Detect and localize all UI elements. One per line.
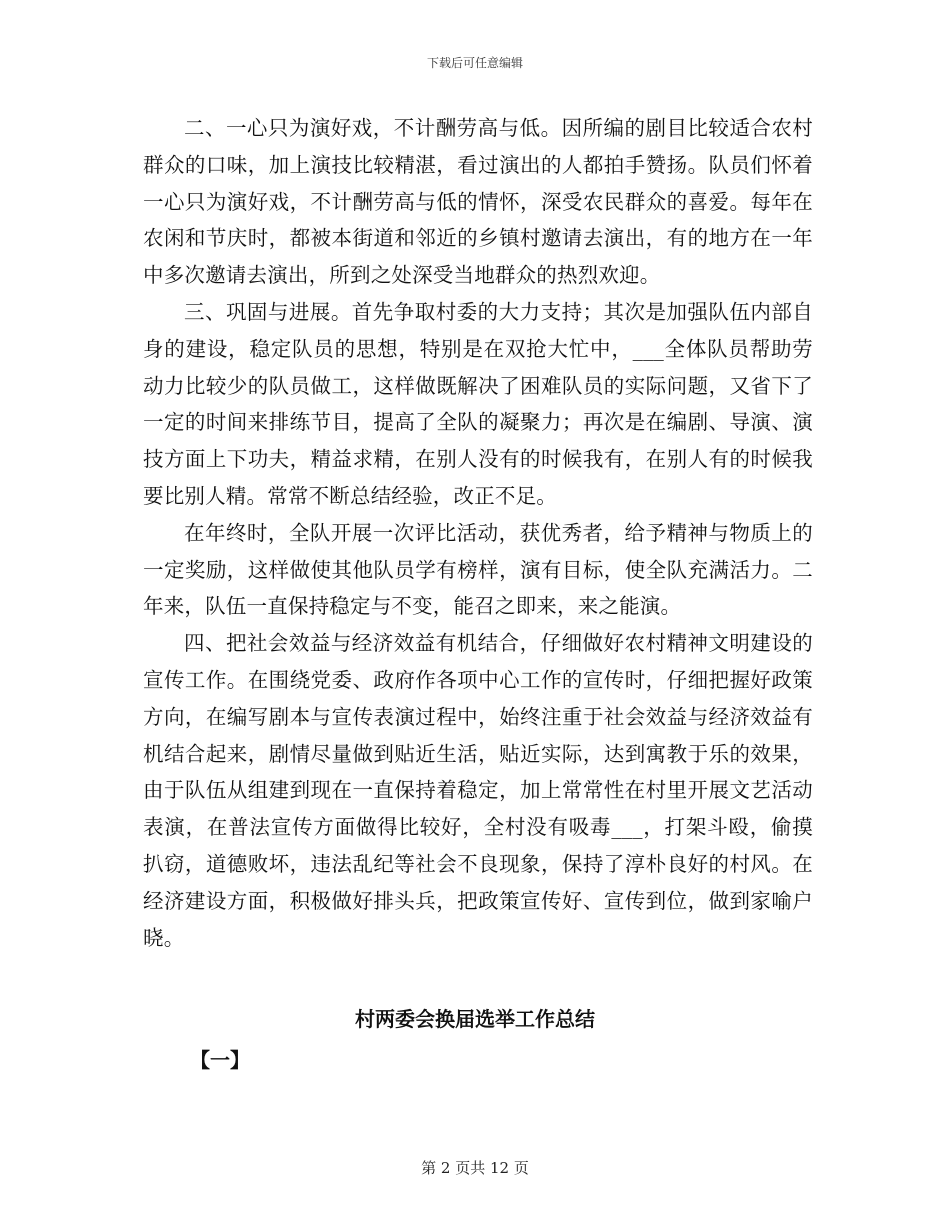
- paragraph-2: 二、一心只为演好戏，不计酬劳高与低。因所编的剧目比较适合农村群众的口味，加上演技比较精湛，看过演出的人都拍手赞扬。队员们怀着一心只为演好戏，不计酬劳高与低的情怀，深受农民群众的喜爱。每年在农闲和节庆时，都被本街道和邻近的乡镇村邀请去演出，有的地方在一年中多次邀请去演出，所到之处深受当地群众的热烈欢迎。: [143, 116, 813, 288]
- paragraph-3: 三、巩固与进展。首先争取村委的大力支持；其次是加强队伍内部自身的建设，稳定队员的思想，特别是在双抢大忙中，___全体队员帮助劳动力比较少的队员做工，这样做既解决了困难队员的实际问题，又省下了一定的时间来排练节目，提高了全队的凝聚力；再次是在编剧、导演、演技方面上下功夫，精益求精，在别人没有的时候我有，在别人有的时候我要比别人精。常常不断总结经验，改正不足。: [143, 299, 813, 508]
- section-title: 村两委会换届选举工作总结: [355, 1007, 595, 1031]
- paragraph-year-end: 在年终时，全队开展一次评比活动，获优秀者，给予精神与物质上的一定奖励，这样做使其他队员学有榜样，演有目标，使全队充满活力。二年来，队伍一直保持稳定与不变，能召之即来，来之能演。: [143, 520, 813, 619]
- page-header: 下载后可任意编辑: [426, 56, 523, 70]
- body-text: [143, 110, 813, 956]
- section-label: 【一】: [190, 1048, 250, 1072]
- page-footer: 第 2 页共 12 页: [421, 1159, 529, 1177]
- paragraph-4: 四、把社会效益与经济效益有机结合，仔细做好农村精神文明建设的宣传工作。在围绕党委、政府作各项中心工作的宣传时，仔细把握好政策方向，在编写剧本与宣传表演过程中，始终注重于社会效益与经济效益有机结合起来，剧情尽量做到贴近生活，贴近实际，达到寓教于乐的效果，由于队伍从组建到现在一直保持着稳定，加上常常性在村里开展文艺活动表演，在普法宣传方面做得比较好，全村没有吸毒___，打架斗殴，偷摸扒窃，道德败坏，违法乱纪等社会不良现象，保持了淳朴良好的村风。在经济建设方面，积极做好排头兵，把政策宣传好、宣传到位，做到家喻户晓。: [143, 631, 813, 950]
